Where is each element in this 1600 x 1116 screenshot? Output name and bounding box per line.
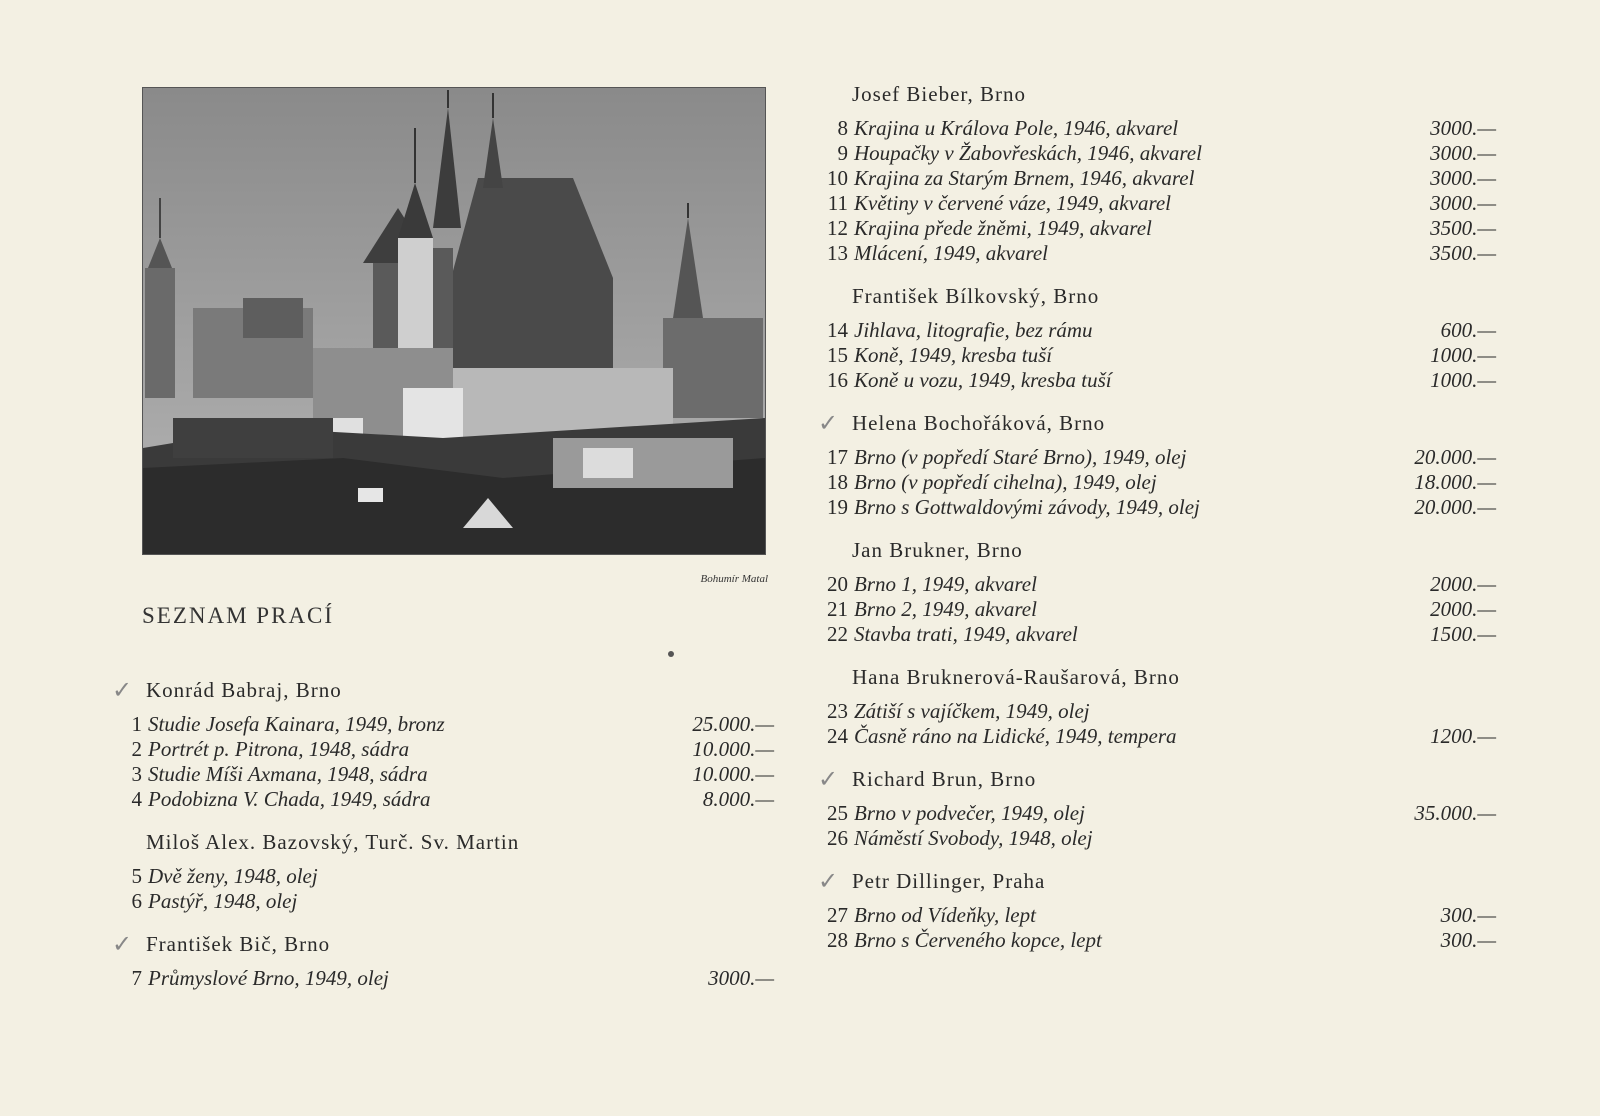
work-number: 27 bbox=[827, 903, 848, 927]
work-row bbox=[818, 572, 1496, 597]
works-group bbox=[818, 318, 1496, 393]
artist-label: František Bílkovský, Brno bbox=[852, 284, 1100, 308]
work-row bbox=[818, 826, 1496, 851]
artist-label: Jan Brukner, Brno bbox=[852, 538, 1023, 562]
artist-name bbox=[818, 282, 1496, 311]
checkmark-icon: ✓ bbox=[818, 411, 840, 437]
work-number: 1 bbox=[131, 712, 142, 736]
work-price: 3000.— bbox=[1430, 166, 1496, 190]
work-price: 10.000.— bbox=[692, 737, 774, 761]
works-group bbox=[818, 801, 1496, 851]
work-title: Koně u vozu, 1949, kresba tuší bbox=[854, 368, 1112, 392]
work-price: 20.000.— bbox=[1414, 445, 1496, 469]
work-title: Krajina přede žněmi, 1949, akvarel bbox=[854, 216, 1152, 240]
works-group bbox=[818, 903, 1496, 953]
work-row bbox=[818, 166, 1496, 191]
work-title: Průmyslové Brno, 1949, olej bbox=[148, 966, 389, 990]
work-price: 3000.— bbox=[1430, 116, 1496, 140]
work-row bbox=[818, 928, 1496, 953]
work-price: 3500.— bbox=[1430, 216, 1496, 240]
work-number: 3 bbox=[131, 762, 142, 786]
work-price: 3000.— bbox=[708, 966, 774, 990]
work-row bbox=[818, 343, 1496, 368]
work-row bbox=[818, 191, 1496, 216]
work-price: 1000.— bbox=[1430, 368, 1496, 392]
work-title: Stavba trati, 1949, akvarel bbox=[854, 622, 1078, 646]
work-number: 14 bbox=[827, 318, 848, 342]
work-price: 8.000.— bbox=[702, 787, 774, 811]
work-row bbox=[818, 241, 1496, 266]
work-number: 7 bbox=[131, 966, 142, 990]
work-number: 16 bbox=[827, 368, 848, 392]
artist-name bbox=[818, 409, 1496, 438]
work-title: Časně ráno na Lidické, 1949, tempera bbox=[854, 724, 1177, 748]
photo-caption: Bohumír Matal bbox=[700, 573, 768, 585]
work-number: 11 bbox=[827, 191, 848, 215]
artist-label: Petr Dillinger, Praha bbox=[852, 869, 1046, 893]
work-title: Krajina u Králova Pole, 1946, akvarel bbox=[854, 116, 1179, 140]
work-price: 1200.— bbox=[1430, 724, 1496, 748]
work-price: 1500.— bbox=[1430, 622, 1496, 646]
work-number: 13 bbox=[827, 241, 848, 265]
work-row bbox=[818, 116, 1496, 141]
artist-name bbox=[112, 676, 774, 705]
work-price: 300.— bbox=[1440, 928, 1496, 952]
artist-label: Helena Bochořáková, Brno bbox=[852, 411, 1106, 435]
work-number: 15 bbox=[827, 343, 848, 367]
work-row bbox=[112, 787, 774, 812]
work-row bbox=[818, 801, 1496, 826]
work-title: Brno 1, 1949, akvarel bbox=[854, 572, 1037, 596]
work-price: 1000.— bbox=[1430, 343, 1496, 367]
work-title: Studie Josefa Kainara, 1949, bronz bbox=[148, 712, 445, 736]
work-number: 18 bbox=[827, 470, 848, 494]
work-price: 3000.— bbox=[1430, 141, 1496, 165]
work-row bbox=[818, 445, 1496, 470]
work-price: 20.000.— bbox=[1414, 495, 1496, 519]
work-number: 4 bbox=[131, 787, 142, 811]
work-title: Brno (v popředí Staré Brno), 1949, olej bbox=[854, 445, 1187, 469]
work-title: Jihlava, litografie, bez rámu bbox=[854, 318, 1093, 342]
ink-dot bbox=[668, 651, 674, 657]
work-title: Zátiší s vajíčkem, 1949, olej bbox=[854, 699, 1090, 723]
work-row bbox=[818, 903, 1496, 928]
works-group bbox=[112, 864, 774, 914]
work-number: 17 bbox=[827, 445, 848, 469]
work-title: Krajina za Starým Brnem, 1946, akvarel bbox=[854, 166, 1195, 190]
cityscape-photo bbox=[142, 87, 766, 555]
work-price: 25.000.— bbox=[692, 712, 774, 736]
checkmark-icon: ✓ bbox=[112, 932, 134, 958]
work-number: 20 bbox=[827, 572, 848, 596]
work-title: Pastýř, 1948, olej bbox=[148, 889, 298, 913]
work-price: 3000.— bbox=[1430, 191, 1496, 215]
work-row bbox=[818, 141, 1496, 166]
work-number: 28 bbox=[827, 928, 848, 952]
work-number: 22 bbox=[827, 622, 848, 646]
work-number: 8 bbox=[837, 116, 848, 140]
artist-label: Josef Bieber, Brno bbox=[852, 82, 1027, 106]
artist-name bbox=[818, 80, 1496, 109]
work-title: Brno v podvečer, 1949, olej bbox=[854, 801, 1085, 825]
artist-label: Konrád Babraj, Brno bbox=[146, 678, 342, 702]
work-title: Brno s Gottwaldovými závody, 1949, olej bbox=[854, 495, 1200, 519]
work-number: 12 bbox=[827, 216, 848, 240]
artist-name bbox=[112, 930, 774, 959]
work-title: Brno od Vídeňky, lept bbox=[854, 903, 1036, 927]
work-price: 18.000.— bbox=[1414, 470, 1496, 494]
works-group bbox=[818, 699, 1496, 749]
work-row bbox=[112, 864, 774, 889]
work-title: Brno 2, 1949, akvarel bbox=[854, 597, 1037, 621]
brno-rooftops-image bbox=[143, 88, 765, 554]
checkmark-icon: ✓ bbox=[818, 869, 840, 895]
artist-name bbox=[818, 663, 1496, 692]
work-title: Brno (v popředí cihelna), 1949, olej bbox=[854, 470, 1157, 494]
work-number: 5 bbox=[131, 864, 142, 888]
work-number: 24 bbox=[827, 724, 848, 748]
work-row bbox=[818, 318, 1496, 343]
work-row bbox=[818, 622, 1496, 647]
artist-label: Richard Brun, Brno bbox=[852, 767, 1037, 791]
work-number: 26 bbox=[827, 826, 848, 850]
work-row bbox=[112, 737, 774, 762]
work-row bbox=[818, 216, 1496, 241]
work-row bbox=[818, 724, 1496, 749]
artist-name bbox=[112, 828, 774, 857]
work-row bbox=[818, 495, 1496, 520]
work-row bbox=[112, 712, 774, 737]
works-list-right bbox=[818, 80, 1496, 969]
work-row bbox=[818, 368, 1496, 393]
work-number: 23 bbox=[827, 699, 848, 723]
artist-name bbox=[818, 536, 1496, 565]
work-row bbox=[818, 597, 1496, 622]
work-title: Dvě ženy, 1948, olej bbox=[148, 864, 318, 888]
artist-name bbox=[818, 765, 1496, 794]
work-row bbox=[818, 470, 1496, 495]
work-title: Květiny v červené váze, 1949, akvarel bbox=[854, 191, 1171, 215]
work-number: 21 bbox=[827, 597, 848, 621]
work-title: Brno s Červeného kopce, lept bbox=[854, 928, 1102, 952]
work-price: 600.— bbox=[1440, 318, 1496, 342]
artist-label: Miloš Alex. Bazovský, Turč. Sv. Martin bbox=[146, 830, 520, 854]
artist-label: František Bič, Brno bbox=[146, 932, 331, 956]
work-row bbox=[818, 699, 1496, 724]
work-title: Podobizna V. Chada, 1949, sádra bbox=[148, 787, 431, 811]
works-group bbox=[112, 712, 774, 812]
work-price: 300.— bbox=[1440, 903, 1496, 927]
work-price: 2000.— bbox=[1430, 597, 1496, 621]
work-row bbox=[112, 762, 774, 787]
work-title: Náměstí Svobody, 1948, olej bbox=[854, 826, 1093, 850]
work-number: 2 bbox=[131, 737, 142, 761]
works-group bbox=[818, 572, 1496, 647]
checkmark-icon: ✓ bbox=[818, 767, 840, 793]
works-group bbox=[818, 116, 1496, 266]
work-number: 10 bbox=[827, 166, 848, 190]
checkmark-icon: ✓ bbox=[112, 678, 134, 704]
work-title: Studie Míši Axmana, 1948, sádra bbox=[148, 762, 428, 786]
work-price: 2000.— bbox=[1430, 572, 1496, 596]
artist-name bbox=[818, 867, 1496, 896]
work-number: 6 bbox=[131, 889, 142, 913]
work-number: 25 bbox=[827, 801, 848, 825]
work-title: Koně, 1949, kresba tuší bbox=[854, 343, 1053, 367]
works-list-left bbox=[112, 676, 774, 1007]
artist-label: Hana Bruknerová-Raušarová, Brno bbox=[852, 665, 1180, 689]
work-number: 9 bbox=[837, 141, 848, 165]
work-row bbox=[112, 966, 774, 991]
work-price: 3500.— bbox=[1430, 241, 1496, 265]
work-title: Mlácení, 1949, akvarel bbox=[854, 241, 1048, 265]
works-group bbox=[818, 445, 1496, 520]
work-price: 35.000.— bbox=[1414, 801, 1496, 825]
work-price: 10.000.— bbox=[692, 762, 774, 786]
works-group bbox=[112, 966, 774, 991]
work-number: 19 bbox=[827, 495, 848, 519]
work-row bbox=[112, 889, 774, 914]
work-title: Portrét p. Pitrona, 1948, sádra bbox=[148, 737, 410, 761]
work-title: Houpačky v Žabovřeskách, 1946, akvarel bbox=[854, 141, 1202, 165]
page-title: SEZNAM PRACÍ bbox=[142, 603, 335, 628]
